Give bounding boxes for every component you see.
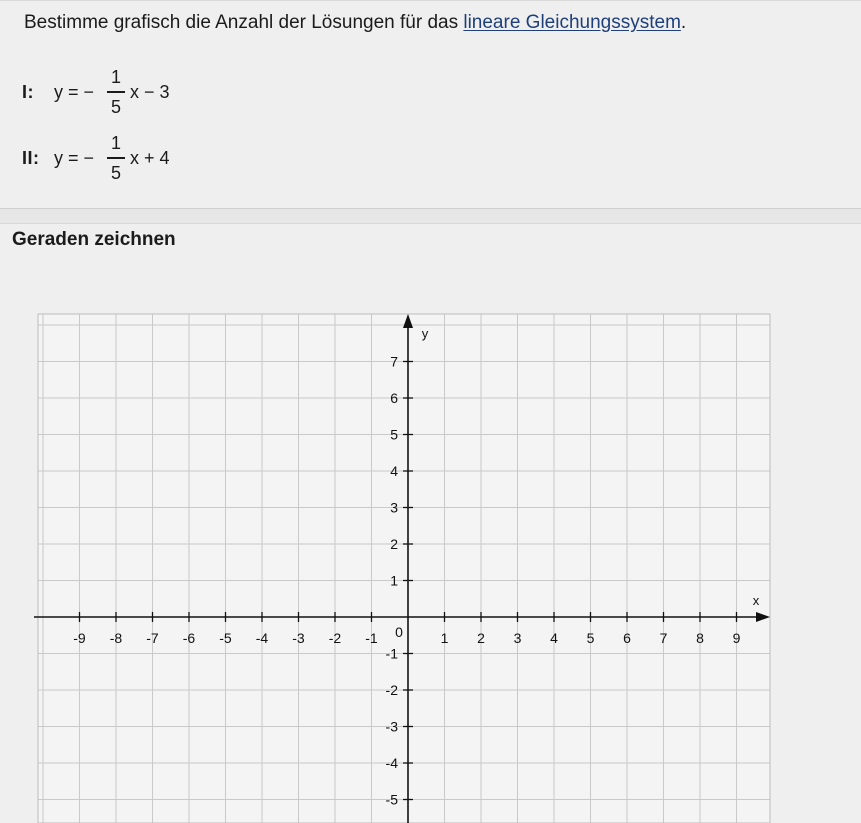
fraction-bar [107,91,125,93]
equation-2-numerator: 1 [111,133,122,154]
x-tick-label: 8 [696,630,704,646]
y-axis-label: y [421,326,429,341]
equation-1-fraction [107,66,125,118]
y-tick-label: 1 [390,572,398,589]
y-tick-label: -4 [385,755,398,771]
x-tick-label: 6 [623,630,631,646]
task-text: Bestimme grafisch die Anzahl der Lösungen für das [24,12,464,33]
equation-2-rest: x + 4 [130,147,170,168]
task-punctuation: . [680,12,687,33]
x-tick-label: -6 [182,630,196,646]
equation-2-lhs: y = − [54,147,95,168]
x-tick-label: 5 [586,630,595,646]
equation-2-denominator: 5 [111,162,122,183]
equation-1-lhs: y = − [54,81,95,102]
x-tick-label: 2 [477,630,485,646]
origin-label: 0 [395,624,403,640]
top-border [0,0,861,1]
y-tick-label: -3 [385,718,398,735]
x-tick-label: 1 [440,630,449,646]
y-tick-label: 3 [390,499,398,516]
x-tick-label: -9 [73,630,86,646]
y-tick-label: 7 [390,353,398,370]
x-tick-label: -8 [109,630,123,646]
x-tick-label: -5 [219,630,232,646]
y-tick-label: 5 [390,426,398,443]
fraction-bar [107,157,125,159]
equation-1-label: I: [22,81,34,102]
grid-background [38,314,770,823]
equation-1-rest: x − 3 [130,81,170,102]
y-tick-label: 4 [390,463,398,479]
x-tick-label: 7 [659,630,668,646]
task-instruction [24,10,686,36]
equation-1-denominator: 5 [111,96,122,117]
glossary-link[interactable]: lineare Gleichungssystem [463,12,681,33]
x-tick-label: 9 [732,630,741,646]
equation-1 [22,60,170,124]
y-tick-label: 6 [390,390,398,406]
x-tick-label: -3 [292,630,305,646]
x-tick-label: -7 [146,630,159,646]
x-tick-label: -1 [365,630,378,646]
coordinate-grid[interactable] [0,300,861,823]
graph-container[interactable] [0,300,861,823]
y-tick-label: -2 [385,682,398,698]
x-tick-label: -2 [328,630,342,646]
y-tick-label: -1 [385,645,398,662]
equation-1-numerator: 1 [111,67,122,88]
x-tick-label: -4 [255,630,269,646]
x-tick-label: 4 [550,630,558,646]
equation-2-label: II: [22,147,40,168]
section-divider [0,208,861,224]
x-axis-label: x [752,593,760,608]
y-tick-label: -5 [385,791,398,808]
y-tick-label: 2 [390,536,398,552]
equation-2 [22,126,170,190]
section-title: Geraden zeichnen [12,229,176,250]
x-tick-label: 3 [513,630,522,646]
equation-2-fraction [107,132,125,184]
